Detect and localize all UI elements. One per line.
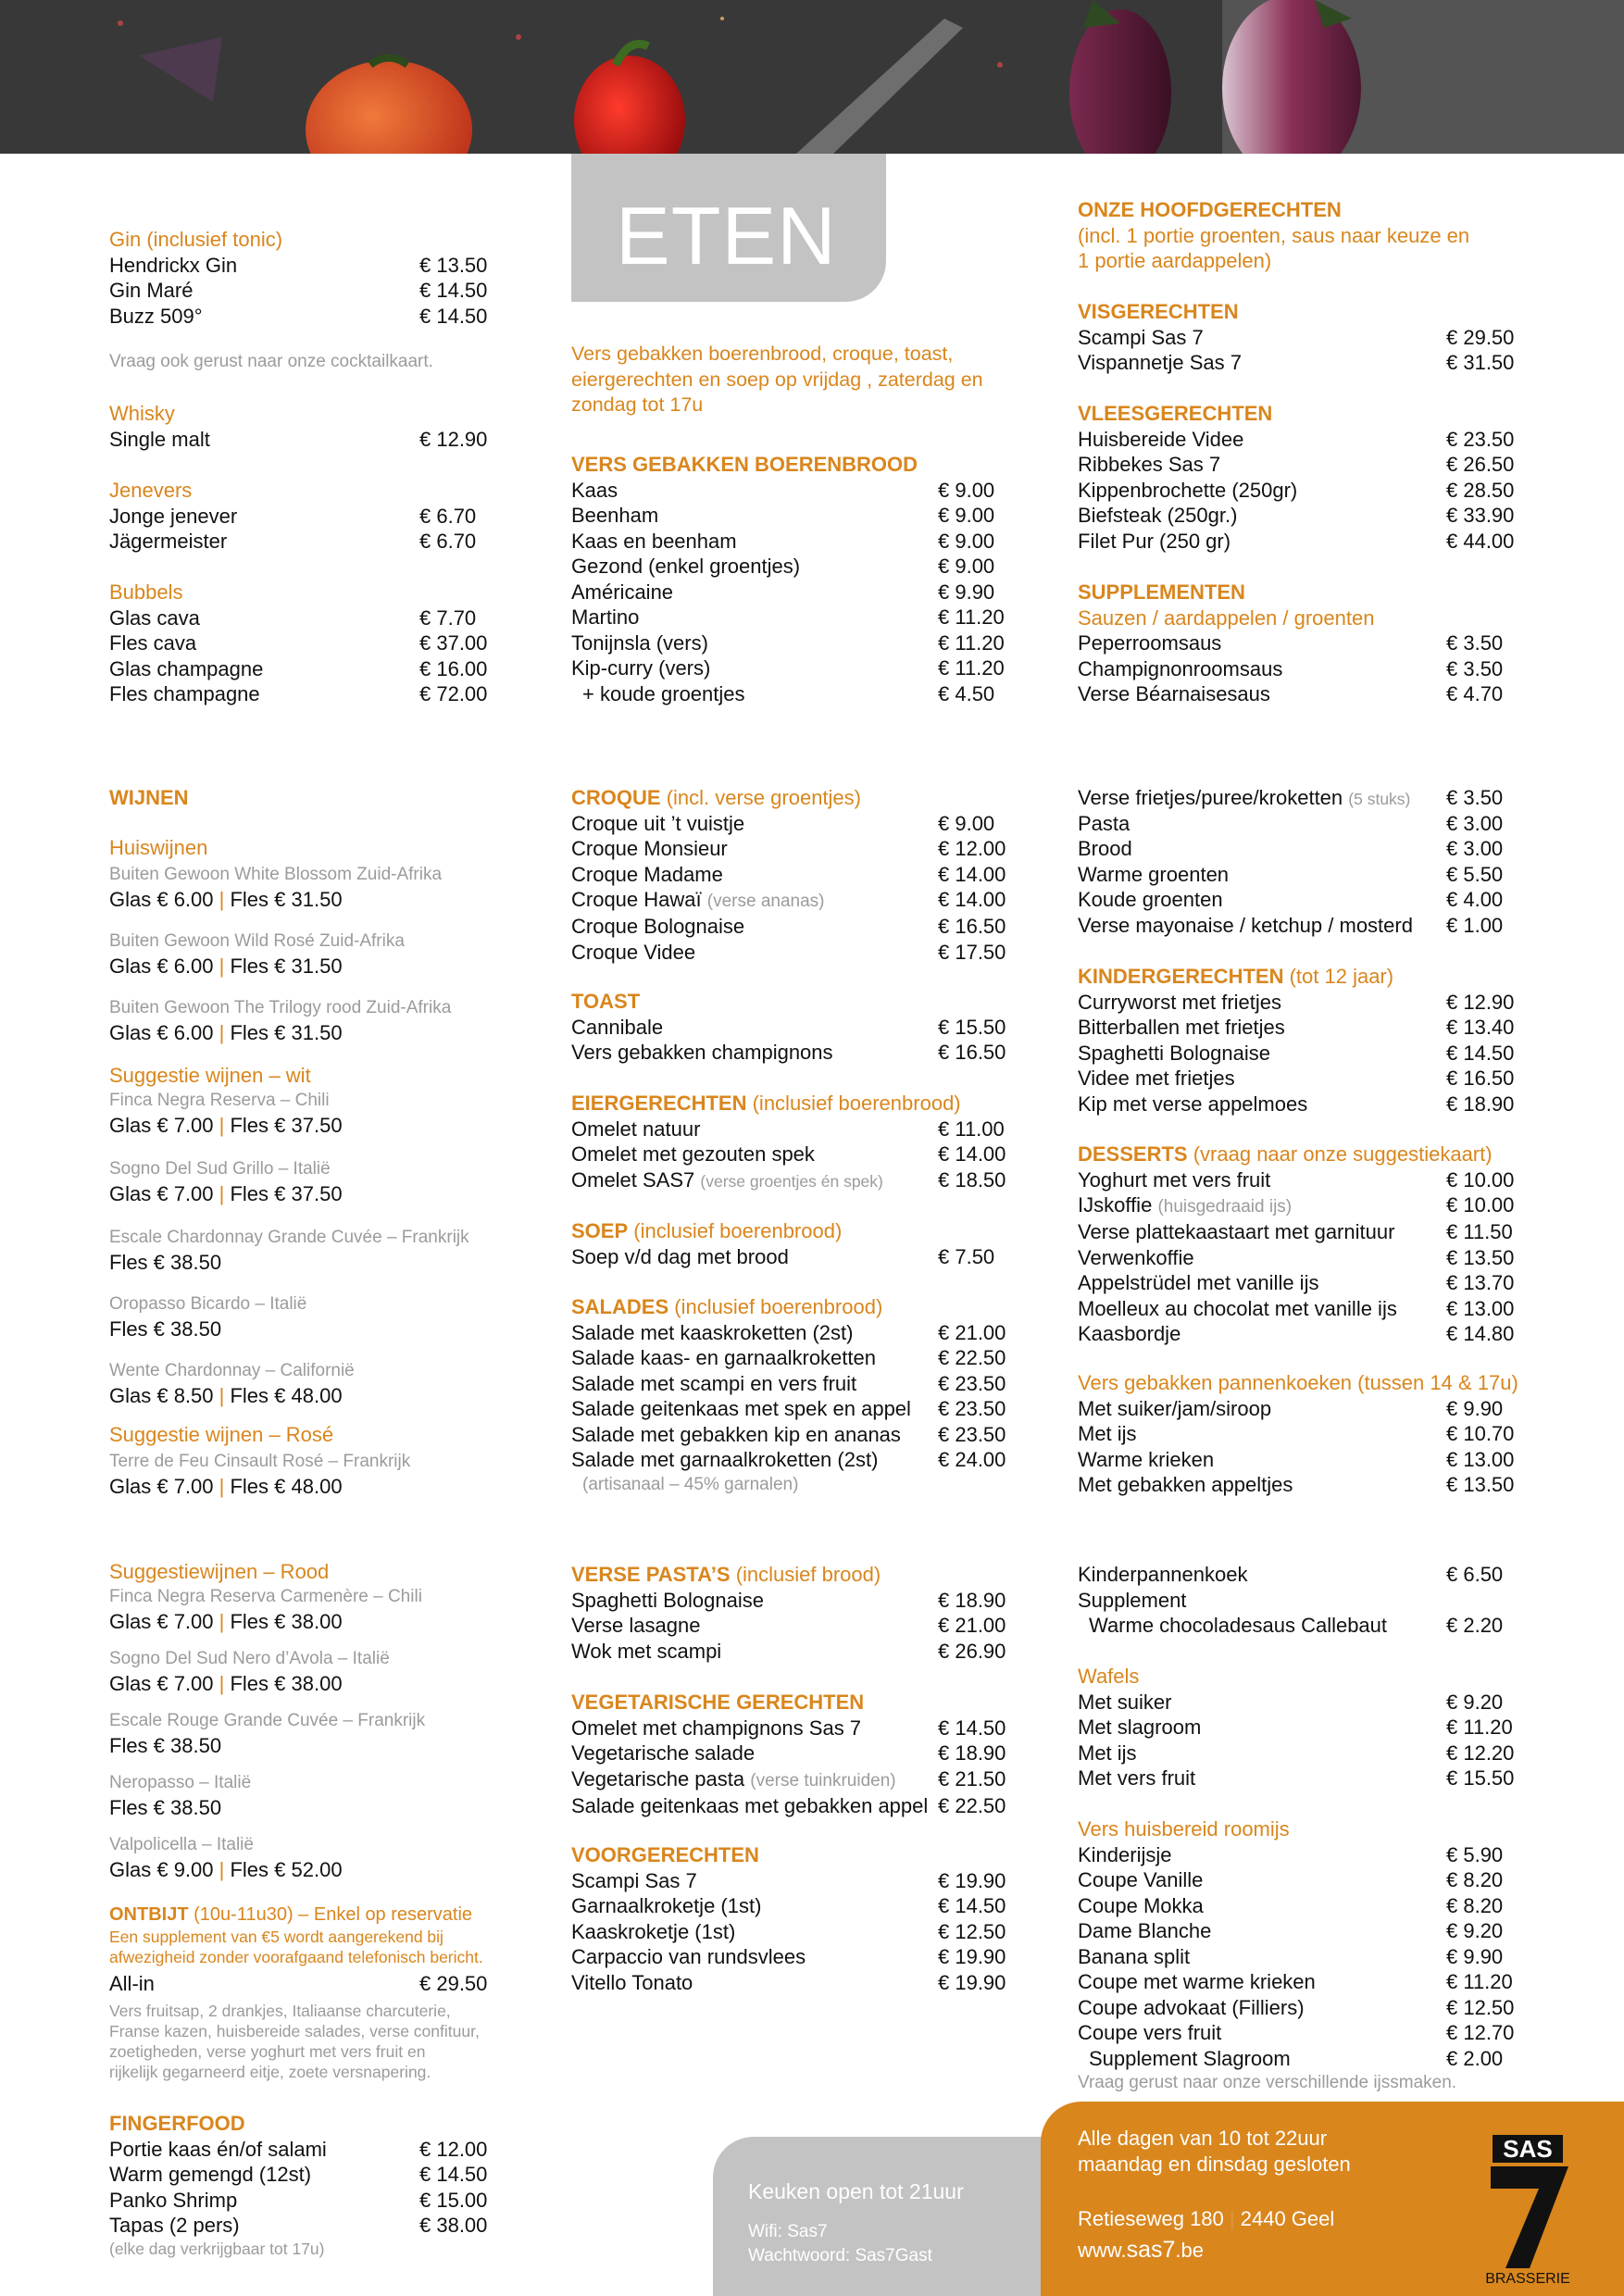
desserts-section: DESSERTS (vraag naar onze suggestiekaart) Yoghurt met vers fruit € 10.00 IJskoffie (huisgedraaid ijs) € 10.00 Verse plattekaastaart met garnituur € 11.50 Verwenkoffie € 13.50 Appelstrüdel met vanille ijs € 13.70 Moelleux au chocolat met vanille ijs € 13.00 Kaasbordje € 14.80 [1078, 1142, 1518, 1347]
menu-item: Kaasbordje € 14.80 [1078, 1322, 1515, 1345]
pasta-title: VERSE PASTA’S [571, 1563, 731, 1586]
boerenbrood-section [571, 452, 1010, 706]
menu-item: Portie kaas én/of salami € 12.00 [109, 2137, 488, 2161]
menu-item: Croque Hawaï (verse ananas) € 14.00 [571, 888, 1006, 911]
menu-item: Spaghetti Bolognaise € 18.90 [571, 1588, 1006, 1612]
menu-item: Kinderpannenkoek € 6.50 [1078, 1563, 1504, 1586]
menu-item: Brood € 3.00 [1078, 837, 1504, 860]
menu-item: Met suiker/jam/siroop € 9.90 [1078, 1396, 1504, 1420]
menu-item: Coupe advokaat (Filliers) € 12.50 [1078, 1995, 1515, 2019]
wifi-password: Wachtwoord: Sas7Gast [748, 2246, 932, 2265]
menu-item: Fles cava € 37.00 [109, 631, 488, 655]
salades-title: SALADES [571, 1295, 669, 1318]
wafels-section [1078, 1664, 1518, 1791]
menu-item: Verse mayonaise / ketchup / mosterd € 1.00 [1078, 913, 1504, 937]
roomijs-section: Vers huisbereid roomijs Kinderijsje € 5.90 Coupe Vanille € 8.20 Coupe Mokka € 8.20 Dame Blanche € 9.20 Banana split € 9.90 Coupe met warme krieken € 11.20 Coupe advokaat (Filliers) € 12.50 Coupe vers fruit € 12.70 Supplement Slagroom € 2.00 Vraag gerust naar onze verschillende ijssmaken. [1078, 1816, 1518, 2095]
menu-item: Biefsteak (250gr.) € 33.90 [1078, 504, 1515, 527]
menu-item: Panko Shrimp € 15.00 [109, 2188, 488, 2212]
kinder-section: KINDERGERECHTEN (tot 12 jaar) Curryworst met frietjes € 12.90 Bitterballen met frietjes € 13.40 Spaghetti Bolognaise € 14.50 Videe met frietjes € 16.50 Kip met verse appelmoes € 18.90 [1078, 964, 1518, 1117]
soep-title: SOEP [571, 1219, 629, 1242]
toast-section [571, 989, 1010, 1066]
gin-title: Gin (inclusief tonic) [109, 228, 283, 251]
closed-days: maandag en dinsdag gesloten [1078, 2152, 1351, 2176]
boerenbrood-title: VERS GEBAKKEN BOERENBROOD [571, 453, 918, 476]
menu-item: Scampi Sas 7 € 19.90 [571, 1868, 1006, 1892]
menu-item: Martino € 11.20 [571, 605, 1005, 629]
menu-item: Vitello Tonato € 19.90 [571, 1970, 1006, 1994]
menu-item: Warme groenten € 5.50 [1078, 862, 1504, 886]
wijnen-title: WIJNEN [109, 786, 189, 809]
sides-section [1078, 785, 1518, 938]
whisky-section [109, 401, 492, 452]
wafels-title: Wafels [1078, 1665, 1140, 1688]
kitchen-info-box [713, 2137, 1046, 2296]
menu-item: Vispannetje Sas 7 € 31.50 [1078, 351, 1515, 374]
menu-item: Coupe met warme krieken € 11.20 [1078, 1970, 1513, 1993]
menu-item: Spaghetti Bolognaise € 14.50 [1078, 1041, 1515, 1065]
menu-item: Met ijs € 12.20 [1078, 1741, 1515, 1765]
fingerfood-title: FINGERFOOD [109, 2112, 245, 2135]
pannenkoeken-title: Vers gebakken pannenkoeken (tussen 14 & 17u) [1078, 1371, 1518, 1394]
menu-item: Croque Bolognaise € 16.50 [571, 915, 1006, 938]
supp-section: SUPPLEMENTEN Sauzen / aardappelen / groenten Peperroomsaus € 3.50 Champignonroomsaus € 3.50 Verse Béarnaisesaus € 4.70 [1078, 580, 1518, 707]
menu-item: Kip met verse appelmoes € 18.90 [1078, 1092, 1515, 1116]
whisky-title: Whisky [109, 402, 175, 425]
menu-item: Verse frietjes/puree/kroketten (5 stuks) € 3.50 [1078, 786, 1504, 809]
menu-item: Fles champagne € 72.00 [109, 682, 488, 705]
sugg-rose-title: Suggestie wijnen – Rosé [109, 1423, 334, 1446]
menu-item: Moelleux au chocolat met vanille ijs € 13.00 [1078, 1296, 1515, 1320]
croque-title: CROQUE [571, 786, 661, 809]
menu-item: Coupe Mokka € 8.20 [1078, 1893, 1504, 1917]
menu-item: Américaine € 9.90 [571, 580, 995, 604]
menu-item: Omelet natuur € 11.00 [571, 1117, 1005, 1141]
menu-item: Kinderijsje € 5.90 [1078, 1842, 1504, 1866]
menu-item: Kip-curry (vers) € 11.20 [571, 656, 1005, 680]
menu-item: Omelet SAS7 (verse groentjes én spek) € 18.50 [571, 1167, 1006, 1192]
vlees-title: VLEESGERECHTEN [1078, 402, 1273, 425]
menu-item: Kaaskroketje (1st) € 12.50 [571, 1919, 1006, 1943]
menu-item: Pasta € 3.00 [1078, 811, 1504, 835]
menu-item: Supplement Slagroom € 2.00 [1089, 2046, 1504, 2070]
menu-item: Omelet met champignons Sas 7 € 14.50 [571, 1716, 1006, 1740]
bubbels-section [109, 580, 492, 707]
menu-item: Croque uit ’t vuistje € 9.00 [571, 811, 995, 835]
menu-item: Appelstrüdel met vanille ijs € 13.70 [1078, 1271, 1515, 1294]
menu-item: Wok met scampi € 26.90 [571, 1639, 1006, 1663]
roomijs-title: Vers huisbereid roomijs [1078, 1817, 1290, 1841]
menu-item: Cannibale € 15.50 [571, 1015, 1006, 1039]
menu-item: Jägermeister € 6.70 [109, 530, 477, 553]
veg-section [571, 1690, 1010, 1818]
toast-title: TOAST [571, 990, 641, 1013]
menu-item: Gin Maré € 14.50 [109, 279, 488, 302]
menu-item: Hendrickx Gin € 13.50 [109, 253, 488, 277]
address: Retieseweg 180 | 2440 Geel [1078, 2207, 1335, 2230]
menu-item: Curryworst met frietjes € 12.90 [1078, 990, 1515, 1014]
menu-item: Glas champagne € 16.00 [109, 656, 488, 680]
menu-item: Buzz 509° € 14.50 [109, 304, 488, 328]
menu-item: Verwenkoffie € 13.50 [1078, 1245, 1515, 1269]
menu-item: Warme krieken € 13.00 [1078, 1447, 1515, 1471]
sugg-wit-title: Suggestie wijnen – wit [109, 1064, 311, 1087]
bubbels-title: Bubbels [109, 580, 183, 604]
gin-section [109, 227, 492, 329]
menu-item: Gezond (enkel groentjes) € 9.00 [571, 555, 995, 578]
menu-item: + koude groentjes € 4.50 [582, 681, 995, 705]
menu-item: Warm gemengd (12st) € 14.50 [109, 2163, 488, 2186]
menu-item: Dame Blanche € 9.20 [1078, 1919, 1504, 1942]
kinderpannenkoek-section: Kinderpannenkoek € 6.50 Supplement Warme chocoladesaus Callebaut € 2.20 [1078, 1562, 1518, 1639]
menu-item: Soep v/d dag met brood € 7.50 [571, 1244, 995, 1268]
menu-item: Huisbereide Videe € 23.50 [1078, 427, 1515, 451]
croque-section: CROQUE (incl. verse groentjes) Croque uit ’t vuistje € 9.00 Croque Monsieur € 12.00 Croque Madame € 14.00 Croque Hawaï (verse ananas) € 14.00 Croque Bolognaise € 16.50 Croque Videe € 17.50 [571, 785, 1010, 965]
hero-vegetables-photo [0, 0, 1624, 154]
eten-title: ETEN [616, 190, 837, 281]
wine-item: Finca Negra Reserva – Chili Glas € 7.00 | Fles € 37.50 [109, 1091, 343, 1137]
menu-item: Glas cava € 7.70 [109, 605, 477, 630]
wine-item: Escale Rouge Grande Cuvée – Frankrijk Fles € 38.50 [109, 1711, 426, 1757]
menu-item: Croque Madame € 14.00 [571, 862, 1006, 886]
kitchen-hours: Keuken open tot 21uur [748, 2179, 964, 2203]
website-link[interactable]: www.sas7.be [1078, 2237, 1204, 2263]
menu-item: Champignonroomsaus € 3.50 [1078, 656, 1504, 680]
huiswijnen-title: Huiswijnen [109, 836, 208, 859]
wine-item: Sogno Del Sud Nero d’Avola – Italië Glas € 7.00 | Fles € 38.00 [109, 1649, 390, 1695]
menu-item: Vegetarische salade € 18.90 [571, 1741, 1006, 1765]
menu-item: All-in € 29.50 [109, 1972, 488, 1995]
sugg-rood-title: Suggestiewijnen – Rood [109, 1560, 330, 1583]
menu-item: Coupe Vanille € 8.20 [1078, 1868, 1504, 1891]
menu-item: Salade geitenkaas met gebakken appel € 22.50 [571, 1793, 1006, 1817]
menu-item: Met suiker € 9.20 [1078, 1690, 1504, 1714]
menu-item: Ribbekes Sas 7 € 26.50 [1078, 453, 1515, 476]
pasta-section: VERSE PASTA’S (inclusief brood) Spaghetti Bolognaise € 18.90 Verse lasagne € 21.00 Wok met scampi € 26.90 [571, 1562, 1010, 1664]
kinder-title: KINDERGERECHTEN [1078, 965, 1284, 988]
menu-item: Kaas € 9.00 [571, 478, 995, 502]
vlees-section [1078, 401, 1518, 554]
menu-item: Coupe vers fruit € 12.70 [1078, 2021, 1515, 2044]
veg-title: VEGETARISCHE GERECHTEN [571, 1691, 865, 1714]
menu-item: Garnaalkroketje (1st) € 14.50 [571, 1894, 1006, 1917]
menu-item: Warme chocoladesaus Callebaut € 2.20 [1089, 1614, 1504, 1637]
opening-hours: Alle dagen van 10 tot 22uur [1078, 2127, 1328, 2150]
menu-item: Carpaccio van rundsvlees € 19.90 [571, 1945, 1006, 1968]
voor-title: VOORGERECHTEN [571, 1843, 759, 1866]
menu-item: Verse lasagne € 21.00 [571, 1614, 1006, 1637]
menu-item: Peperroomsaus € 3.50 [1078, 631, 1504, 655]
ontbijt-section: ONTBIJT (10u-11u30) – Enkel op reservatie Een supplement van €5 wordt aangerekend bij afwezigheid zonder voorafgaand telefonisch bericht. All-in € 29.50 Vers fruitsap, 2 drankjes, Italiaanse charcuterie, Franse kazen, huisbereide salades, verse confituur, zoetigheden, verse yoghurt met vers fruit en rijkelijk gegarneerd eitje, zoete versnapering. [109, 1903, 492, 2082]
menu-item: Met ijs € 10.70 [1078, 1422, 1515, 1445]
intro-text: Vers gebakken boerenbrood, croque, toast, eiergerechten en soep op vrijdag , zaterdag en zondag tot 17u [571, 343, 983, 416]
svg-text:BRASSERIE: BRASSERIE [1485, 2271, 1570, 2285]
menu-item: Single malt € 12.90 [109, 427, 488, 451]
jenevers-section [109, 478, 492, 555]
ontbijt-title: ONTBIJT [109, 1904, 189, 1925]
wine-item: Oropasso Bicardo – Italië Fles € 38.50 [109, 1294, 307, 1341]
eten-title-tab [571, 154, 886, 302]
wine-item: Finca Negra Reserva Carmenère – Chili Glas € 7.00 | Fles € 38.00 [109, 1587, 422, 1633]
menu-item: Met slagroom € 11.20 [1078, 1716, 1513, 1739]
menu-item: Verse plattekaastaart met garnituur € 11.50 [1078, 1220, 1513, 1243]
supp-title: SUPPLEMENTEN [1078, 580, 1245, 604]
vis-title: VISGERECHTEN [1078, 300, 1239, 323]
menu-item: Met gebakken appeltjes € 13.50 [1078, 1473, 1515, 1496]
menu-item: Vers gebakken champignons € 16.50 [571, 1041, 1006, 1064]
menu-item: Yoghurt met vers fruit € 10.00 [1078, 1167, 1515, 1192]
menu-item: Salade met kaaskroketten (2st) € 21.00 [571, 1320, 1006, 1344]
salades-section: SALADES (inclusief boerenbrood) Salade met kaaskroketten (2st) € 21.00 Salade kaas- en garnaalkroketten € 22.50 Salade met scampi en vers fruit € 23.50 Salade geitenkaas met spek en appel € 23.50 Salade met gebakken kip en ananas € 23.50 Salade met garnaalkroketten (2st) € 24.00 (artisanaal – 45% garnalen) [571, 1294, 1010, 1497]
sas7-logo [1474, 2129, 1581, 2285]
menu-item: Croque Videe € 17.50 [571, 940, 1006, 964]
fingerfood-section: FINGERFOOD Portie kaas én/of salami € 12.00 Warm gemengd (12st) € 14.50 Panko Shrimp € 15.00 Tapas (2 pers) € 38.00 (elke dag verkrijgbaar tot 17u) [109, 2111, 492, 2259]
menu-item: Beenham € 9.00 [571, 504, 995, 527]
menu-item: IJskoffie (huisgedraaid ijs) € 10.00 [1078, 1193, 1515, 1217]
svg-text:SAS: SAS [1503, 2135, 1553, 2163]
wine-item: Neropasso – Italië Fles € 38.50 [109, 1773, 252, 1819]
hoofd-section: ONZE HOOFDGERECHTEN (incl. 1 portie groenten, saus naar keuze en 1 portie aardappelen) [1078, 197, 1518, 274]
wine-item: Wente Chardonnay – Californië Glas € 8.50 | Fles € 48.00 [109, 1361, 355, 1407]
menu-item: Salade met garnaalkroketten (2st) € 24.00 [571, 1448, 1006, 1471]
menu-item: Tapas (2 pers) € 38.00 [109, 2214, 488, 2237]
menu-item: Salade met gebakken kip en ananas € 23.50 [571, 1422, 1006, 1446]
wifi-name: Wifi: Sas7 [748, 2222, 828, 2241]
menu-item: Videe met frietjes € 16.50 [1078, 1067, 1515, 1090]
desserts-title: DESSERTS [1078, 1142, 1188, 1166]
menu-item: Tonijnsla (vers) € 11.20 [571, 630, 1005, 655]
wine-item: Buiten Gewoon White Blossom Zuid-Afrika Glas € 6.00 | Fles € 31.50 [109, 865, 443, 911]
menu-item: Kippenbrochette (250gr) € 28.50 [1078, 478, 1515, 502]
menu-item: Salade geitenkaas met spek en appel € 23.50 [571, 1397, 1006, 1420]
vis-section [1078, 299, 1518, 376]
hoofd-title: ONZE HOOFDGERECHTEN [1078, 198, 1342, 221]
eier-section: EIERGERECHTEN (inclusief boerenbrood) Omelet natuur € 11.00 Omelet met gezouten spek € 14.00 Omelet SAS7 (verse groentjes én spek) € 18.50 [571, 1091, 1010, 1192]
menu-item: Met vers fruit € 15.50 [1078, 1766, 1515, 1790]
menu-item: Omelet met gezouten spek € 14.00 [571, 1142, 1006, 1166]
menu-item: Kaas en beenham € 9.00 [571, 529, 995, 553]
wine-item: Buiten Gewoon The Trilogy rood Zuid-Afrika Glas € 6.00 | Fles € 31.50 [109, 998, 452, 1044]
eier-title: EIERGERECHTEN [571, 1092, 747, 1115]
wine-item: Valpolicella – Italië Glas € 9.00 | Fles € 52.00 [109, 1835, 343, 1881]
wine-item: Buiten Gewoon Wild Rosé Zuid-Afrika Glas € 6.00 | Fles € 31.50 [109, 931, 405, 978]
menu-item: Salade met scampi en vers fruit € 23.50 [571, 1371, 1006, 1395]
wine-item: Sogno Del Sud Grillo – Italië Glas € 7.00 | Fles € 37.50 [109, 1159, 343, 1205]
menu-item: Vegetarische pasta (verse tuinkruiden) € 21.50 [571, 1766, 1006, 1791]
footer-info-box [1041, 2102, 1624, 2296]
menu-item: Koude groenten € 4.00 [1078, 888, 1504, 911]
wine-item: Escale Chardonnay Grande Cuvée – Frankrijk Fles € 38.50 [109, 1228, 469, 1274]
menu-item: Croque Monsieur € 12.00 [571, 837, 1006, 860]
voor-section [571, 1842, 1010, 1995]
wine-item: Terre de Feu Cinsault Rosé – Frankrijk Glas € 7.00 | Fles € 48.00 [109, 1452, 411, 1498]
menu-item: Verse Béarnaisesaus € 4.70 [1078, 682, 1504, 705]
pannenkoeken-section [1078, 1370, 1518, 1498]
menu-item: Scampi Sas 7 € 29.50 [1078, 325, 1515, 349]
soep-section: SOEP (inclusief boerenbrood) Soep v/d dag met brood € 7.50 [571, 1218, 1010, 1269]
menu-item: Bitterballen met frietjes € 13.40 [1078, 1016, 1515, 1039]
jenevers-title: Jenevers [109, 479, 193, 502]
menu-item: Filet Pur (250 gr) € 44.00 [1078, 529, 1515, 553]
menu-item: Banana split € 9.90 [1078, 1944, 1504, 1968]
menu-item: Salade kaas- en garnaalkroketten € 22.50 [571, 1346, 1006, 1369]
menu-item: Jonge jenever € 6.70 [109, 504, 477, 528]
cocktail-note: Vraag ook gerust naar onze cocktailkaart. [109, 352, 433, 371]
